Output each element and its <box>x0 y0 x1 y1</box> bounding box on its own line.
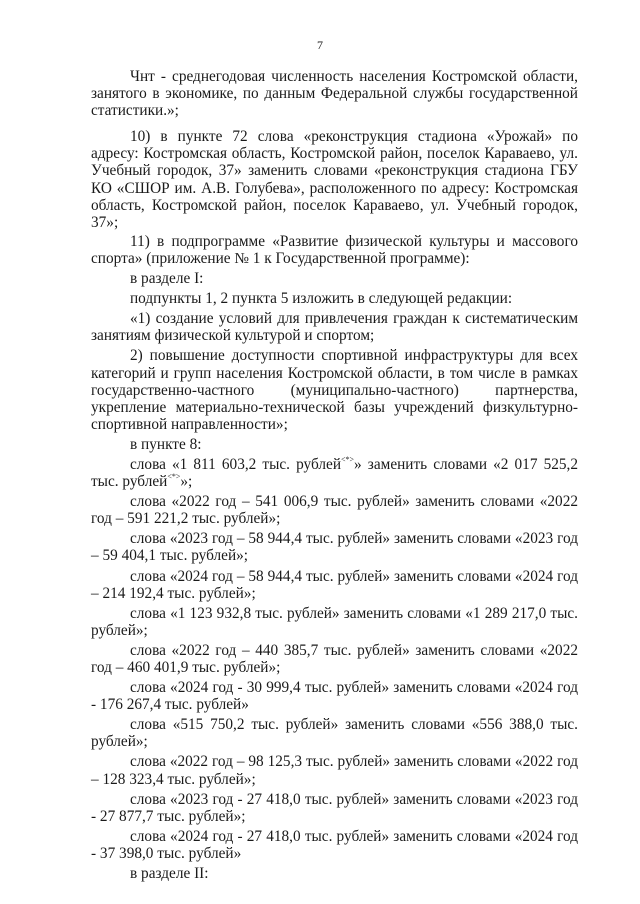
footnote-marker: <*> <box>167 472 181 482</box>
paragraph-text: » заменить словами «2 017 525,2 тыс. рублей <box>91 455 578 491</box>
paragraph: 10) в пункте 72 слова «реконструкция стадиона «Урожай» по адресу: Костромская область, Костромской район, поселок Караваево, ул. Учебный городок, 37» заменить словами «реконструкция стадиона ГБУ КО «СШОР им. А.В. Голубева», расположенного по адресу: Костромская область, Костромской район, поселок Караваево, ул. Учебный городок, 37»; <box>91 128 578 231</box>
paragraph: слова «2022 год – 98 125,3 тыс. рублей» заменить словами «2022 год – 128 323,4 тыс. рублей»; <box>91 753 578 788</box>
paragraph: в разделе I: <box>130 270 204 288</box>
paragraph: слова «2024 год – 58 944,4 тыс. рублей» заменить словами «2024 год – 214 192,4 тыс. рублей»; <box>91 567 578 602</box>
page-number: 7 <box>317 38 323 52</box>
paragraph: Чнт - среднегодовая численность населения Костромской области, занятого в экономике, по данным Федеральной службы государственной статистики.»; <box>91 68 578 120</box>
document-body <box>91 68 578 882</box>
paragraph: слова «2022 год – 440 385,7 тыс. рублей» заменить словами «2022 год – 460 401,9 тыс. рублей»; <box>91 641 578 676</box>
paragraph: слова «2023 год – 58 944,4 тыс. рублей» заменить словами «2023 год – 59 404,1 тыс. рублей»; <box>91 530 578 565</box>
footnote-marker: <*> <box>341 454 355 464</box>
paragraph: 2) повышение доступности спортивной инфраструктуры для всех категорий и групп населения Костромской области, в том числе в рамках государственно-частного (муниципально-частного) партнерства, укрепление материально-технической базы учреждений физкультурно-спортивной направленности»; <box>91 347 578 433</box>
paragraph: слова «2023 год - 27 418,0 тыс. рублей» заменить словами «2023 год - 27 877,7 тыс. рублей»; <box>91 790 578 825</box>
paragraph: в пункте 8: <box>130 435 202 453</box>
paragraph: слова «2024 год - 30 999,4 тыс. рублей» заменить словами «2024 год - 176 267,4 тыс. рублей» <box>91 679 578 714</box>
paragraph: в разделе II: <box>130 865 209 883</box>
paragraph-text: »; <box>180 473 193 491</box>
paragraph-text: слова «1 811 603,2 тыс. рублей <box>130 455 342 473</box>
paragraph: слова «2022 год – 541 006,9 тыс. рублей» заменить словами «2022 год – 591 221,2 тыс. рублей»; <box>91 493 578 528</box>
paragraph: слова «2024 год - 27 418,0 тыс. рублей» заменить словами «2024 год - 37 398,0 тыс. рублей» <box>91 827 578 862</box>
paragraph: слова «1 123 932,8 тыс. рублей» заменить словами «1 289 217,0 тыс. рублей»; <box>91 604 578 639</box>
paragraph: 11) в подпрограмме «Развитие физической культуры и массового спорта» (приложение № 1 к Государственной программе): <box>91 232 578 267</box>
paragraph: слова «515 750,2 тыс. рублей» заменить словами «556 388,0 тыс. рублей»; <box>91 716 578 751</box>
paragraph <box>91 456 578 490</box>
paragraph: «1) создание условий для привлечения граждан к систематическим занятиям физической культурой и спортом; <box>91 310 578 345</box>
paragraph: подпункты 1, 2 пункта 5 изложить в следующей редакции: <box>130 290 513 308</box>
